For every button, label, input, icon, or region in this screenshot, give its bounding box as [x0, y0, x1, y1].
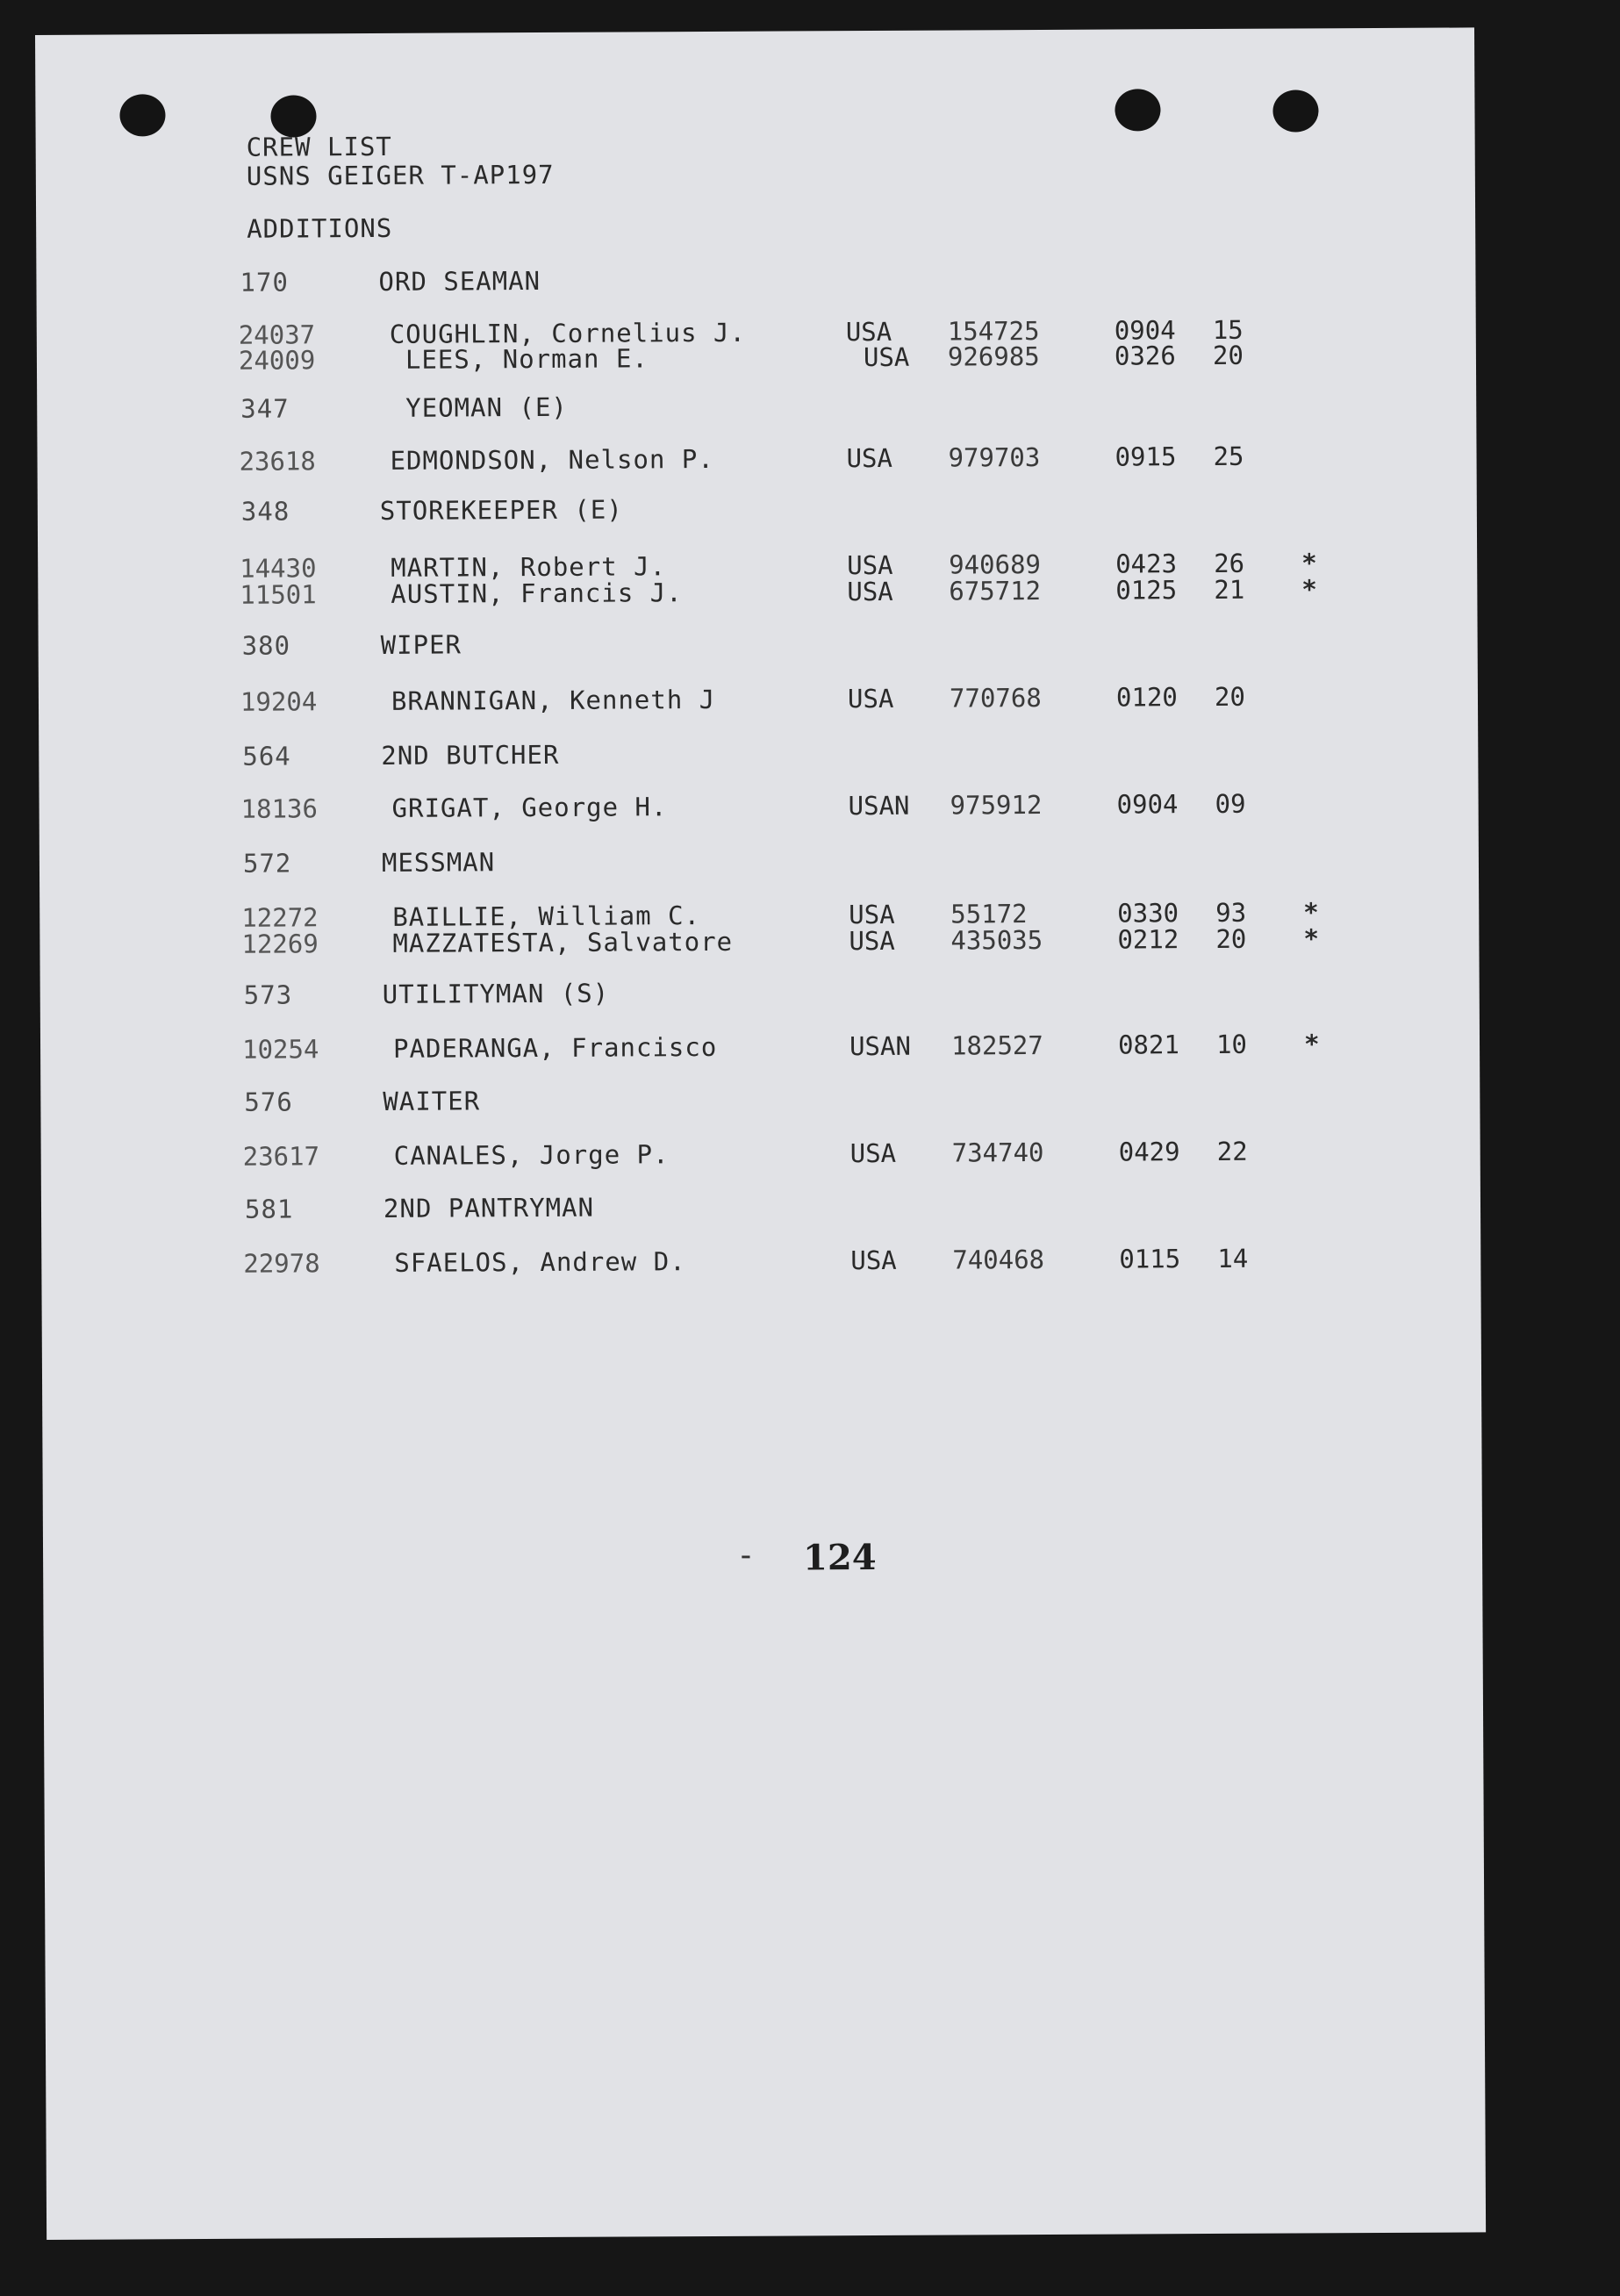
- vessel-name: USNS GEIGER T-AP197: [246, 159, 555, 191]
- crew-name: BRANNIGAN, Kenneth J: [391, 684, 716, 716]
- crew-name: MAZZATESTA, Salvatore: [392, 926, 734, 958]
- crew-name: AUSTIN, Francis J.: [391, 578, 683, 609]
- book-number: 23618: [239, 446, 316, 477]
- crew-name: COUGHLIN, Cornelius J.: [389, 317, 746, 349]
- birth-date: 0821: [1117, 1030, 1179, 1060]
- z-number: 926985: [947, 341, 1040, 372]
- birth-date: 0326: [1114, 341, 1176, 371]
- citizenship: USA: [847, 683, 894, 714]
- rating-code: 573: [243, 979, 293, 1010]
- z-number: 770768: [949, 683, 1042, 714]
- rating-title: UTILITYMAN (S): [382, 978, 610, 1009]
- citizenship: USA: [850, 1245, 897, 1276]
- book-number: 12269: [241, 929, 319, 959]
- citizenship: USA: [846, 442, 893, 474]
- book-number: 22978: [243, 1248, 320, 1279]
- birth-date: 0915: [1115, 441, 1177, 472]
- citizenship: USA: [849, 1137, 897, 1169]
- rating-code: 581: [244, 1194, 294, 1224]
- citizenship: USA: [849, 899, 895, 930]
- z-number: 55172: [950, 899, 1028, 929]
- birth-date: 0115: [1119, 1244, 1181, 1274]
- birth-year: 20: [1215, 923, 1247, 954]
- rating-code: 380: [241, 630, 291, 661]
- mark-asterisk: *: [1303, 897, 1319, 928]
- crew-name: LEES, Norman E.: [405, 343, 649, 375]
- crew-name: GRIGAT, George H.: [391, 792, 668, 823]
- section-heading: ADDITIONS: [247, 212, 393, 244]
- birth-year: 21: [1214, 574, 1245, 605]
- rating-code: 576: [244, 1087, 293, 1117]
- birth-date: 0212: [1117, 924, 1179, 955]
- rating-title: 2ND PANTRYMAN: [383, 1192, 595, 1223]
- citizenship: USA: [847, 549, 893, 581]
- rating-code: 572: [242, 848, 292, 879]
- rating-title: YEOMAN (E): [405, 391, 568, 423]
- book-number: 12272: [241, 902, 319, 933]
- book-number: 24037: [238, 319, 316, 350]
- z-number: 435035: [950, 925, 1043, 956]
- rating-title: 2ND BUTCHER: [381, 739, 560, 771]
- crew-name: PADERANGA, Francisco: [392, 1031, 718, 1064]
- citizenship: USA: [847, 576, 893, 607]
- document-page: [35, 27, 1486, 2240]
- page-number: 124: [802, 1537, 877, 1579]
- birth-year: 15: [1212, 314, 1244, 345]
- rating-title: MESSMAN: [381, 847, 496, 878]
- book-number: 10254: [241, 1034, 319, 1065]
- z-number: 734740: [951, 1137, 1044, 1168]
- crew-row: [39, 787, 1479, 823]
- page-dash: -: [735, 1537, 756, 1574]
- birth-date: 0125: [1115, 575, 1178, 606]
- crew-row: [39, 680, 1478, 716]
- rating-title: WIPER: [380, 629, 462, 660]
- crew-row: [37, 440, 1476, 476]
- z-number: 975912: [950, 790, 1043, 821]
- rating-title: WAITER: [383, 1086, 481, 1116]
- z-number: 182527: [950, 1030, 1043, 1061]
- crew-name: SFAELOS, Andrew D.: [394, 1246, 686, 1278]
- mark-asterisk: *: [1303, 923, 1319, 954]
- book-number: 14430: [240, 553, 317, 584]
- book-number: 11501: [240, 579, 317, 610]
- birth-year: 25: [1213, 441, 1244, 471]
- birth-date: 0429: [1118, 1137, 1180, 1167]
- birth-date: 0120: [1115, 682, 1178, 713]
- citizenship: USA: [845, 316, 892, 348]
- mark-asterisk: *: [1303, 1029, 1320, 1059]
- document-title: CREW LIST: [246, 131, 392, 162]
- birth-date: 0423: [1115, 549, 1178, 579]
- crew-list: [35, 27, 1486, 2240]
- crew-name: CANALES, Jorge P.: [393, 1139, 670, 1171]
- citizenship: USA: [849, 925, 895, 957]
- birth-year: 22: [1216, 1136, 1248, 1166]
- rating-title: ORD SEAMAN: [378, 265, 541, 297]
- rating-title: STOREKEEPER (E): [379, 494, 623, 526]
- birth-date: 0330: [1117, 898, 1179, 929]
- crew-name: EDMONDSON, Nelson P.: [390, 443, 714, 476]
- z-number: 740468: [952, 1244, 1045, 1275]
- rating-code: 564: [242, 741, 291, 771]
- book-number: 19204: [240, 686, 318, 717]
- book-number: 23617: [242, 1141, 320, 1172]
- birth-year: 93: [1215, 897, 1247, 928]
- birth-year: 14: [1217, 1243, 1249, 1274]
- birth-year: 26: [1214, 548, 1245, 578]
- birth-year: 10: [1215, 1029, 1248, 1059]
- crew-row: [40, 1028, 1480, 1064]
- birth-year: 20: [1214, 681, 1245, 712]
- crew-row: [41, 1242, 1480, 1278]
- z-number: 675712: [949, 576, 1042, 606]
- crew-name: BAILLIE, William C.: [392, 900, 701, 932]
- birth-year: 09: [1215, 788, 1246, 819]
- birth-date: 0904: [1116, 789, 1179, 820]
- birth-year: 20: [1212, 340, 1244, 370]
- crew-row: [41, 1135, 1480, 1171]
- z-number: 979703: [948, 442, 1041, 473]
- rating-code: 348: [240, 496, 290, 527]
- book-number: 18136: [240, 793, 319, 824]
- book-number: 24009: [238, 345, 316, 376]
- rating-code: 347: [240, 393, 290, 424]
- mark-asterisk: *: [1301, 574, 1317, 605]
- citizenship: USA: [863, 341, 910, 373]
- z-number: 154725: [947, 316, 1040, 347]
- crew-name: MARTIN, Robert J.: [391, 551, 667, 583]
- citizenship: USAN: [848, 790, 910, 822]
- birth-date: 0904: [1114, 315, 1176, 346]
- z-number: 940689: [949, 549, 1042, 580]
- mark-asterisk: *: [1301, 548, 1317, 578]
- citizenship: USAN: [849, 1030, 911, 1062]
- rating-code: 170: [240, 267, 289, 298]
